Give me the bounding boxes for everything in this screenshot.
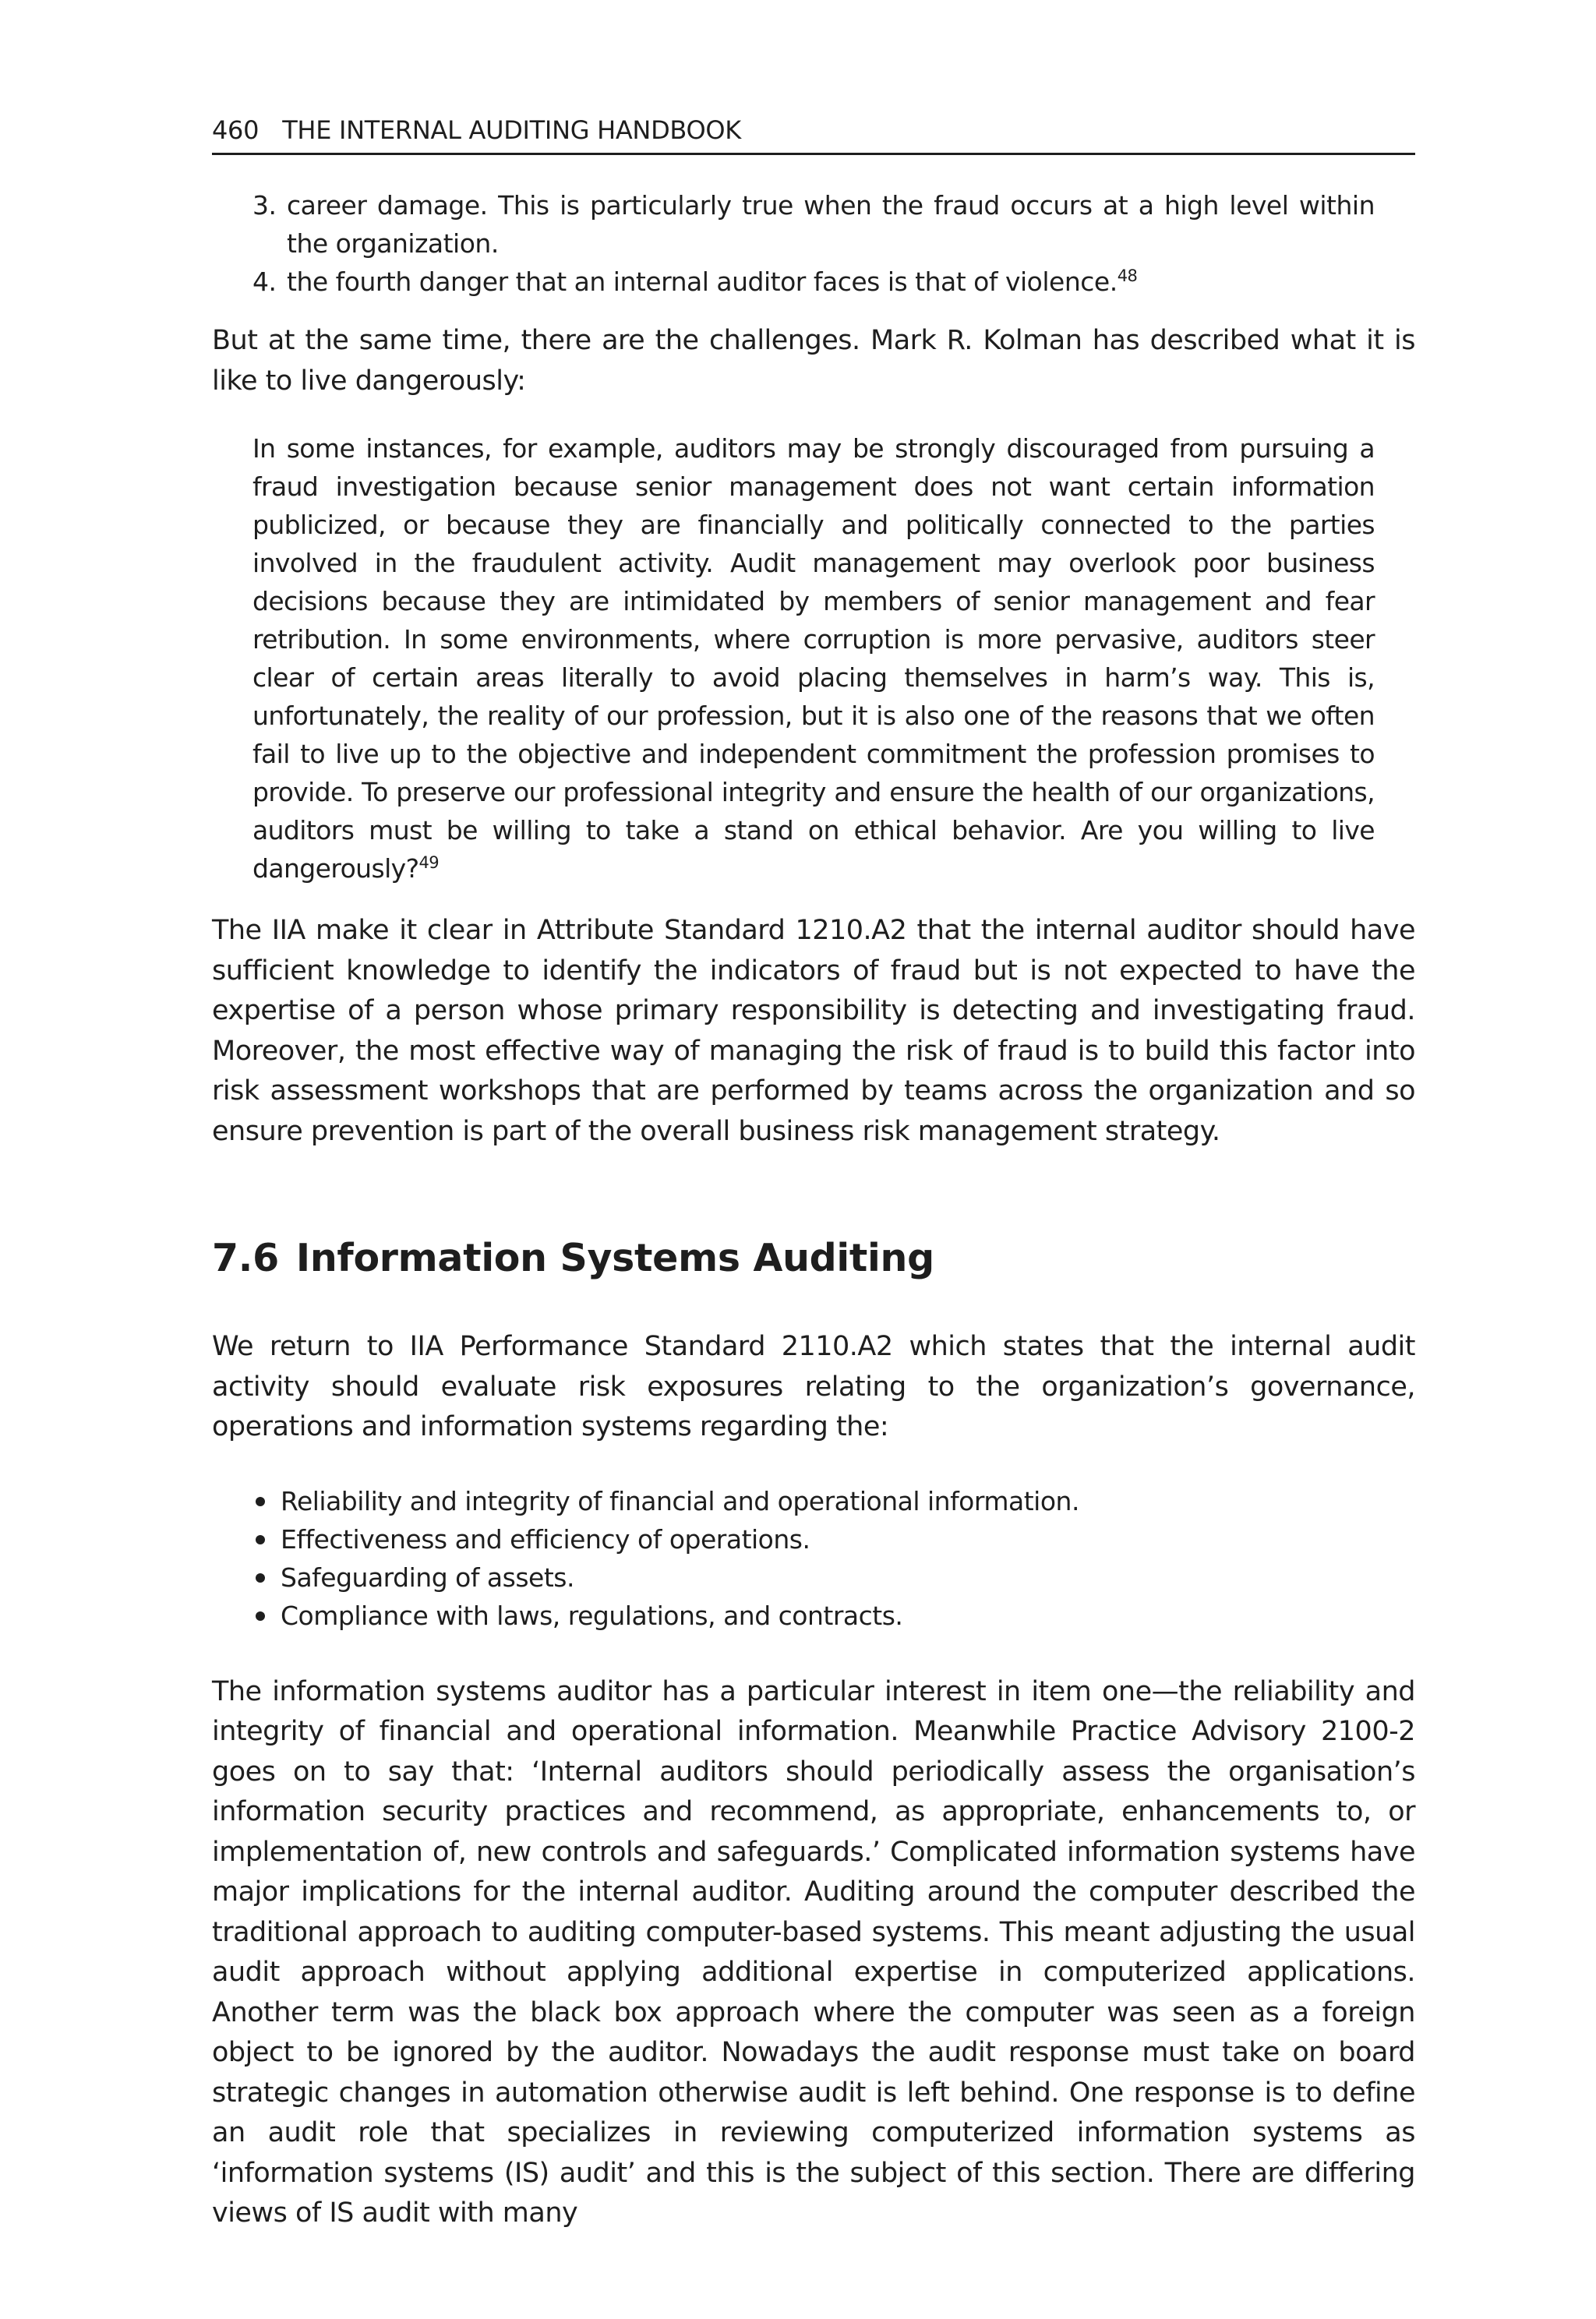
iia-paragraph: The IIA make it clear in Attribute Standard 1210.A2 that the internal auditor should have sufficient knowledge to identify the indicators of fraud but is not expected to have the expertise of a person whose primary responsibility is detecting and investigating fraud. Moreover, the most effective way of managing the risk of fraud is to build this factor into risk assessment workshops that are performed by teams across the organization and so ensure prevention is part of the overall business risk management strategy. <box>212 915 1415 1147</box>
book-title: THE INTERNAL AUDITING HANDBOOK <box>282 115 741 145</box>
bullet-text: Effectiveness and efficiency of operations. <box>281 1523 810 1555</box>
running-header <box>212 115 1415 155</box>
block-quote <box>252 429 1375 888</box>
section-heading <box>212 1236 1415 1280</box>
is-auditor-paragraph: The information systems auditor has a particular interest in item one—the reliability and integrity of financial and operational information. Meanwhile Practice Advisory 2100-2 goes on to say that: ‘Internal auditors should periodically assess the organisation’s information security practices and recommend, as appropriate, enhancements to, or implementation of, new controls and safeguards.’ Complicated information systems have major implications for the internal auditor. Auditing around the computer described the traditional approach to auditing computer-based systems. This meant adjusting the usual audit approach without applying additional expertise in computerized applications. Another term was the black box approach where the computer was seen as a foreign object to be ignored by the auditor. Nowadays the audit response must take on board strategic changes in automation otherwise audit is left behind. One response is to define an audit role that specializes in reviewing computerized information systems as ‘information systems (IS) audit’ and this is the subject of this section. There are differing views of IS audit with many <box>212 1675 1415 2229</box>
list-item-number: 3. <box>252 190 277 221</box>
list-item-text: the fourth danger that an internal auditor faces is that of violence. <box>287 266 1118 297</box>
page-content <box>212 115 1415 2234</box>
list-item-number: 4. <box>252 266 277 297</box>
bullet-item <box>212 1482 1415 1520</box>
intro-paragraph: But at the same time, there are the challenges. Mark R. Kolman has described what it is like to live dangerously: <box>212 325 1415 397</box>
bullet-icon <box>256 1573 265 1583</box>
bullet-text: Reliability and integrity of financial and operational information. <box>281 1485 1079 1516</box>
bullet-icon <box>256 1497 265 1506</box>
bullet-item <box>212 1520 1415 1558</box>
list-item <box>212 263 1415 301</box>
footnote-ref: 48 <box>1117 266 1138 285</box>
list-item-text: career damage. This is particularly true when the fraud occurs at a high level within the organization. <box>287 190 1375 259</box>
section-number: 7.6 <box>212 1236 279 1280</box>
bullet-icon <box>256 1535 265 1544</box>
bullet-text: Compliance with laws, regulations, and contracts. <box>281 1600 903 1631</box>
quote-text: In some instances, for example, auditors may be strongly discouraged from pursuing a fraud investigation because senior management does not want certain information publicized, or because they are financially and politically connected to the parties involved in the fraudulent activity. Audit management may overlook poor business decisions because they are intimidated by members of senior management and fear retribution. In some environments, where corruption is more pervasive, auditors steer clear of certain areas literally to avoid placing themselves in harm’s way. This is, unfortunately, the reality of our profession, but it is also one of the reasons that we often fail to live up to the objective and independent commitment the profession promises to provide. To preserve our professional integrity and ensure the health of our organizations, auditors must be willing to take a stand on ethical behavior. Are you willing to live dangerously? <box>252 433 1375 884</box>
bullet-list <box>212 1482 1415 1635</box>
bullet-item <box>212 1597 1415 1635</box>
bullet-icon <box>256 1611 265 1621</box>
numbered-list <box>212 186 1415 301</box>
footnote-ref: 49 <box>418 853 440 872</box>
page-number: 460 <box>212 115 260 145</box>
list-item <box>212 186 1415 263</box>
section-title: Information Systems Auditing <box>295 1236 934 1280</box>
bullet-item <box>212 1558 1415 1597</box>
standard-paragraph: We return to IIA Performance Standard 2110.A2 which states that the internal audit activity should evaluate risk exposures relating to the organization’s governance, operations and information systems regarding the: <box>212 1331 1415 1442</box>
bullet-text: Safeguarding of assets. <box>281 1562 574 1593</box>
